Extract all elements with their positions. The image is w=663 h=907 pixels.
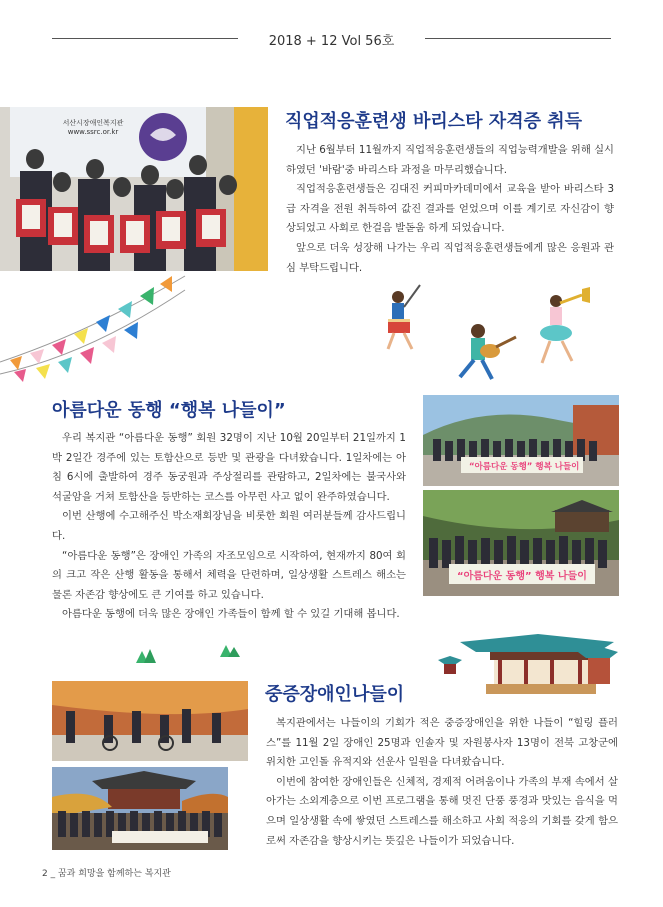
article2-paragraph: 우리 복지관 “아름다운 동행” 회원 32명이 지난 10월 20일부터 21일까지 1박 2일간 경주에 있는 토함산으로 등반 및 관광을 다녀왔습니다. 1일차에는 아침 6시에 출발하여 경주 동궁원과 주상절리를 관람하고, 2일차에는 불국사와 석굴암을 거쳐 토함산을 등반하는 코스를 아무런 사고 없이 완주하였습니다. [52,432,406,503]
article1-paragraph: 지난 6월부터 11월까지 직업적응훈련생들의 직업능력개발을 위해 실시하였던 '바람'중 바리스타 과정을 마무리했습니다. [286,144,614,176]
article3-title: 중증장애인나들이 [265,684,405,705]
article2-body [52,429,406,625]
barista-group-photo [0,107,268,271]
article1-body [286,141,614,278]
header-rule-right [425,38,611,39]
banner-text-top: “아름다운 동행” 행복 나들이 [469,462,580,472]
photo-sign: 서산시장애인복지관 www.ssrc.or.kr [62,119,124,136]
article1-paragraph: 앞으로 더욱 성장해 나가는 우리 직업적응훈련생들에게 많은 응원과 관심 부탁드립니다. [286,241,614,274]
article2-paragraph: “아름다운 동행”은 장애인 가족의 자조모임으로 시작하여, 현재까지 80여 회의 크고 작은 산행 활동을 통해서 체력을 단련하며, 일상생활 스트레스 해소는 물론 자존감 향상에도 큰 기여를 하고 있습니다. [52,549,406,601]
hiking-photo-bottom [423,490,619,596]
banner-text-bottom: “아름다운 동행” 행복 나들이 [457,571,587,582]
article3-paragraph: 복지관에서는 나들이의 기회가 적은 중증장애인을 위한 나들이 “힐링 플러스”를 11월 2일 장애인 25명과 인솔자 및 자원봉사자 13명이 전북 고창군에 위치한 고인돌 유적지와 선운사 일원을 다녀왔습니다. [266,717,618,769]
pine-trees-decoration [132,643,242,665]
hiking-photo-top [423,395,619,486]
article2-title: 아름다운 동행 “행복 나들이” [52,400,286,421]
article3-body [266,714,618,851]
performers-illustration [368,281,598,396]
pavilion-illustration [438,630,620,698]
outing-photo-bottom [52,767,228,850]
outing-photo-top [52,681,248,761]
bunting-decoration [0,272,200,382]
article3-paragraph: 이번에 참여한 장애인들은 신체적, 경제적 어려움이나 가족의 부재 속에서 살아가는 소외계층으로 이번 프로그램을 통해 멋진 단풍 풍경과 맛있는 음식을 먹으며 일상생활 속에 쌓였던 스트레스를 해소하고 사회 적응의 기회를 갖게 함으로써 자존감을 향상시키는 뜻깊은 나들이가 되었습니다. [266,775,618,847]
article2-paragraph: 이번 산행에 수고해주신 박소재회장님을 비롯한 회원 여러분들께 감사드립니다. [52,510,406,542]
article1-paragraph: 직업적응훈련생들은 김대진 커피마카데미에서 교육을 받아 바리스타 3급 자격을 전원 취득하여 값진 결과를 얻었으며 이를 계기로 자신감이 향상되었고 사회로 한걸음 발돋움 하게 되었습니다. [286,183,614,235]
article1-title: 직업적응훈련생 바리스타 자격증 취득 [285,111,583,132]
article2-paragraph: 아름다운 동행에 더욱 많은 장애인 가족들이 함께 할 수 있길 기대해 봅니다. [62,608,400,621]
issue-number: 2018 + 12 Vol 56호 [268,34,395,49]
page-footer: 2 _ 꿈과 희망을 함께하는 복지관 [42,869,171,879]
